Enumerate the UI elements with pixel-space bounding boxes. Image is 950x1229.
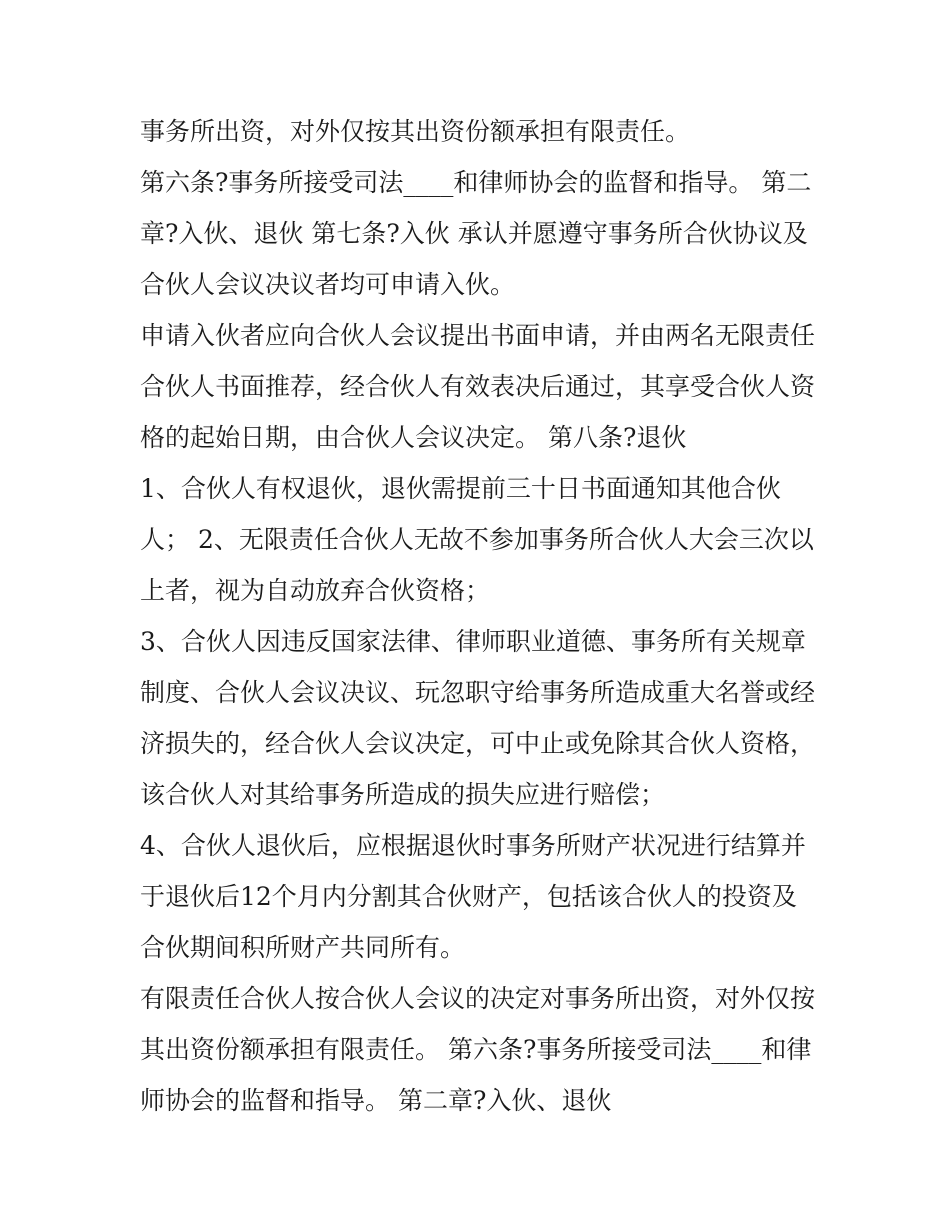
text-line: 1、合伙人有权退伙，退伙需提前三十日书面通知其他合伙: [140, 474, 781, 503]
text-line: 第六条?事务所接受司法____和律师协会的监督和指导。 第二: [140, 168, 812, 197]
text-line: 人； 2、无限责任合伙人无故不参加事务所合伙人大会三次以: [140, 525, 814, 554]
text-line: 格的起始日期，由合伙人会议决定。 第八条?退伙: [140, 423, 687, 452]
text-line: 制度、合伙人会议决议、玩忽职守给事务所造成重大名誉或经: [140, 678, 816, 707]
text-line: 上者，视为自动放弃合伙资格；: [140, 576, 491, 605]
text-line: 合伙人书面推荐，经合伙人有效表决后通过，其享受合伙人资: [140, 372, 816, 401]
text-line: 3、合伙人因违反国家法律、律师职业道德、事务所有关规章: [140, 627, 806, 656]
text-line: 师协会的监督和指导。 第二章?入伙、退伙: [140, 1086, 612, 1115]
text-line: 该合伙人对其给事务所造成的损失应进行赔偿；: [140, 780, 666, 809]
document-body: [140, 106, 830, 1126]
text-line: 有限责任合伙人按合伙人会议的决定对事务所出资，对外仅按: [140, 984, 816, 1013]
text-line: 其出资份额承担有限责任。 第六条?事务所接受司法____和律: [140, 1035, 812, 1064]
text-line: 合伙期间积所财产共同所有。: [140, 933, 466, 962]
text-line: 济损失的，经合伙人会议决定，可中止或免除其合伙人资格，: [140, 729, 816, 758]
text-line: 申请入伙者应向合伙人会议提出书面申请，并由两名无限责任: [140, 321, 816, 350]
text-line: 合伙人会议决议者均可申请入伙。: [140, 270, 516, 299]
text-line: 4、合伙人退伙后，应根据退伙时事务所财产状况进行结算并: [140, 831, 806, 860]
text-line: 于退伙后12个月内分割其合伙财产，包括该合伙人的投资及: [140, 882, 797, 911]
text-line: 事务所出资，对外仅按其出资份额承担有限责任。: [140, 117, 691, 146]
text-line: 章?入伙、退伙 第七条?入伙 承认并愿遵守事务所合伙协议及: [140, 219, 808, 248]
